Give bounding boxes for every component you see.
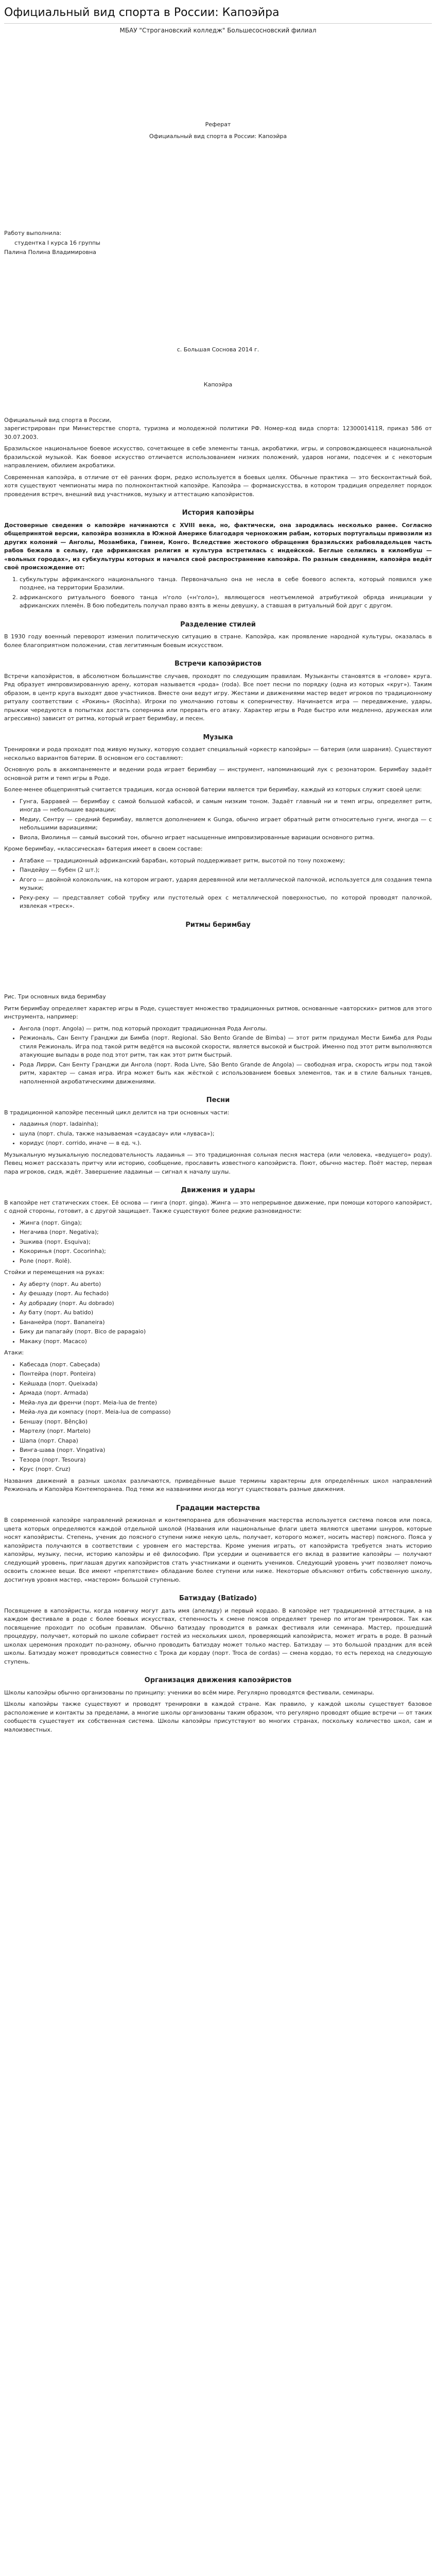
figure-area bbox=[4, 933, 432, 990]
section-title-music: Музыка bbox=[203, 733, 233, 741]
defense-label: Стойки и перемещения на руках: bbox=[4, 1269, 104, 1276]
batizado-paragraph: Посвящение в капоэйристы, когда новичку могут дать имя (апелиду) и первый кордао. В капоэйре нет традиционной аттестации, а на каждом фестивале в роде с более боевых искусствах, степенность к смене поясов определяет тренер по итогам тренировок. Так как посвящение проходит по особым правилам. Обычно батиздау проводится в рамках фестиваля или семинара. Мастер, прошедший процедуру, получает, который по школе собирает гостей из нескольких школ, проверяющий капоэйриста, может играть в роде. В разный школах церемония проходит по-разному, обычно проводить батиздау может только мастер. Батиздау — это большой праздник для всей школы. Батиздау может проводиться совместно с Трока ди кордау (порт. Troca de cordas) — смена кордао, то есть переход на следующую ступень. bbox=[4, 1607, 432, 1665]
moves-paragraph: В капоэйре нет статических стоек. Её основа — гинга (порт. ginga). Жинга — это непрерывное движение, при помощи которого капоэйрист, с одной стороны, готовит, а с другой защищает. Также существуют более редкие разновидности: bbox=[4, 1199, 432, 1214]
list-item: • Роле (порт. Rolê). bbox=[20, 1257, 432, 1266]
list-item: • Кейшада (порт. Queixada) bbox=[20, 1380, 432, 1388]
music-paragraph: Более-менее общепринятый считается традиция, когда основой батерии является три беримбау, каждый из которых служит своей цели: bbox=[4, 786, 422, 793]
list-item: • Армада (порт. Armada) bbox=[20, 1389, 432, 1398]
author-group: студентка I курса 16 группы bbox=[14, 239, 100, 246]
list-item: • Понтейра (порт. Ponteira) bbox=[20, 1370, 432, 1379]
music-paragraph: Кроме беримбау, «классическая» батерия имеет в своем составе: bbox=[4, 845, 203, 852]
organization-paragraph: Школы капоэйры также существуют и проводят тренировки в каждой стране. Как правило, у каждой школы существует базовое расположение и контакты за пределами, а многие школы организованы таким образом, что регулярно проводят общие встречи — от таких сообществ существует их собственная система. Школы капоэйры присутствуют во многих странах, поскольку количество школ, сам и малоизвестных. bbox=[4, 1701, 432, 1733]
list-item: • Эшкива (порт. Esquiva); bbox=[20, 1238, 432, 1247]
done-label: Работу выполнила: bbox=[4, 230, 62, 236]
list-item: • Ау бату (порт. Au batido) bbox=[20, 1309, 432, 1317]
author-name: Палина Полина Владимировна bbox=[4, 249, 96, 256]
document-title: Официальный вид спорта в России: Капоэйра bbox=[4, 4, 432, 24]
college-name: МБАУ "Строгановский колледж" Большесосновский филиал bbox=[119, 27, 317, 34]
list-item: • Мартелу (порт. Martelo) bbox=[20, 1427, 432, 1436]
list-item: • Атабаке — традиционный африканский барабан, который поддерживает ритм, высотой по тону похожему; bbox=[20, 857, 432, 866]
attacks-list bbox=[4, 1361, 432, 1474]
list-item: • Режиональ, Сан Бенту Гранджи ди Бимба (порт. Regional. São Bento Grande de Bimba) — этот ритм придумал Мести Бимба для Роды стиля Режиональ. Игра под такой ритм ведётся на высокой скорости, является высокой и быстрой. Именно под этот ритм выполняются атакующие выпады в роде под этот ритм, так как этот ритм быстрый. bbox=[20, 1034, 432, 1060]
list-item: • Жинга (порт. Ginga); bbox=[20, 1219, 432, 1228]
spacer bbox=[4, 260, 432, 343]
list-item: • Кабесада (порт. Cabeçada) bbox=[20, 1361, 432, 1369]
list-item: • Реку-реку — представляет собой трубку или пустотелый орех с металлической поверхностью, по которой проводят палочкой, извлекая «треск». bbox=[20, 894, 432, 911]
songs-paragraph: В традиционной капоэйре песенный цикл делится на три основных части: bbox=[4, 1109, 230, 1116]
list-item: • Негачива (порт. Negativa); bbox=[20, 1228, 432, 1237]
list-item: 1. субкультуры африканского национального танца. Первоначально она не несла в себе боевого аспекта, который появился уже позднее, на территории Бразилии. bbox=[20, 575, 432, 592]
rhythms-paragraph: Ритм беримбау определяет характер игры в Роде, существует множество традиционных ритмов, основанные «авторских» ритмов для этого инструмента, например: bbox=[4, 1005, 432, 1020]
list-item: • Виола, Виолинья — самый высокий тон, обычно играет насыщенные импровизированные вариации основного ритма. bbox=[20, 834, 432, 842]
list-item: • Мейа-луа ди френчи (порт. Meia-lua de frente) bbox=[20, 1399, 432, 1408]
history-list bbox=[4, 575, 432, 611]
instruments-list bbox=[4, 857, 432, 911]
list-item: • Гунга, Барравей — беримбау с самой большой кабасой, и самым низким тоном. Задаёт главный ни и темп игры, определяет ритм, иногда — небольшие вариации; bbox=[20, 798, 432, 815]
place-year: с. Большая Соснова 2014 г. bbox=[177, 346, 259, 353]
intro-registration: зарегистрирован при Министерстве спорта, туризма и молодежной политики РФ. Номер-код вида спорта: 1230001411Я, приказ 586 от 30.07.2003. bbox=[4, 425, 432, 440]
section-title-rhythms: Ритмы беримбау bbox=[185, 921, 251, 929]
section-title-organization: Организация движения капоэйристов bbox=[144, 1676, 292, 1684]
figure-caption: Рис. Три основных вида беримбау bbox=[4, 993, 106, 1000]
spacer bbox=[4, 357, 432, 378]
music-paragraph: Основную роль в аккомпанементе и ведении рода играет беримбау — инструмент, напоминающий лук с резонатором. Беримбау задаёт основной ритм и темп игры в Роде. bbox=[4, 766, 432, 782]
list-item: • коридус (порт. corrido, иначе — в ед. ч.). bbox=[20, 1139, 432, 1148]
section-title-styles: Разделение стилей bbox=[180, 620, 256, 629]
list-item: • Кокоринья (порт. Cocorinha); bbox=[20, 1247, 432, 1256]
intro-line: Официальный вид спорта в России, bbox=[4, 416, 112, 423]
list-item: • Беншау (порт. Bênção) bbox=[20, 1418, 432, 1427]
list-item: • Ау аберту (порт. Au aberto) bbox=[20, 1280, 432, 1289]
section-title-grades: Градации мастерства bbox=[176, 1504, 260, 1512]
list-item: • шула (порт. chula, также называемая «саудасау» или «луваса»); bbox=[20, 1130, 432, 1139]
list-item: • Винга-шава (порт. Vingativa) bbox=[20, 1446, 432, 1455]
list-item: • Тезора (порт. Tesoura) bbox=[20, 1456, 432, 1465]
spacer bbox=[4, 144, 432, 226]
organization-paragraph: Школы капоэйры обычно организованы по принципу: ученики во всём мире. Регулярно проводятся фестивали, семинары. bbox=[4, 1689, 374, 1696]
moves-paragraph: Названия движений в разных школах различаются, приведённые выше термины характерны для определённых школ направлений Режиональ и Капоэйра Контемпоранеа. Под теми же названиями иногда могут существовать разные движения. bbox=[4, 1477, 432, 1493]
music-paragraph: Тренировки и рода проходят под живую музыку, которую создает специальный «оркестр капоэйры» — батерия (или шарания). Существуют несколько вариантов батерии. В основном его составляют: bbox=[4, 746, 432, 761]
list-item: • Ау фешаду (порт. Au fechado) bbox=[20, 1290, 432, 1298]
styles-paragraph: В 1930 году военный переворот изменил политическую ситуацию в стране. Капоэйра, как проявление народной культуры, оказалась в более благоприятном положении, став легитимным боевым искусством. bbox=[4, 633, 432, 649]
history-lead: Достоверные сведения о капоэйре начинаются с XVIII века, но, фактически, она зародилась несколько ранее. Согласно общепринятой версии, капоэйра возникла в Южной Америке благодаря чернокожим рабам, которых португальцы привозили из других колоний — Анголы, Мозамбика, Гвинеи, Конго. Вследствие жестокого обращения бразильских рабовладельцев часть рабов бежала в сельву, где африканская религия и культура встретилась с индейской. Беглые селились в киломбуш — «вольных городах», из субкультуры которых и начался своё распространение капоэйра. По разным сведениям, капоэйра ведёт своё происхождение от: bbox=[4, 521, 432, 571]
meetings-paragraph: Встречи капоэйристов, в абсолютном большинстве случаев, проходят по следующим правилам. Музыканты становятся в «голове» круга. Ряд образует импровизированную арену, которая называется «рода» (roda). Все поет песни по порядку (одна из которых «круг»). Таким образом, в центр круга выходят двое участников. Вместе они ведут игру. Жестами и движениями мастер ведет игроков по традиционному ритуалу соответствии с «Рокинь» (Rocinha). Игроки по умолчанию готовы к соперничеству. Начинается игра — передвижение, удары, прыжки чередуются в попытках достать соперника или прервать его атаку. Характер игры в Роде быстро или медленно, дружеская или агрессивно) зависит от ритма, который играет беримбау, и песен. bbox=[4, 672, 432, 722]
list-item: • Шапа (порт. Chapa) bbox=[20, 1437, 432, 1446]
list-item: • Бананейра (порт. Bananeira) bbox=[20, 1318, 432, 1327]
list-item: • Ангола (порт. Angola) — ритм, под который проходит традиционная Рода Анголы. bbox=[20, 1025, 432, 1033]
intro-paragraph: Современная капоэйра, в отличие от её ранних форм, редко используется в боевых целях. Обычные практика — это бесконтактный бой, хотя существуют чемпионаты мира по полноконтактной капоэйре. Капоэйра — формаискусства, в котором традиция определяет порядок проведения встреч, внешний вид участников, музыку и аттестацию капоэйристов. bbox=[4, 473, 432, 498]
section-title-songs: Песни bbox=[206, 1096, 230, 1104]
list-item: • Мейа-луа ди компасу (порт. Meia-lua de compasso) bbox=[20, 1408, 432, 1417]
section-title-history: История капоэйры bbox=[182, 509, 254, 517]
list-item: 2. африканского ритуального боевого танца н'голо («н'голо»), являющегося неотъемлемой атрибутикой обряда инициации у африканских племён. В бою победитель получал право взять в жены девушку, а ставшая в ритуальный бой друг с другом. bbox=[20, 594, 432, 611]
moves-list bbox=[4, 1219, 432, 1266]
attack-label: Атаки: bbox=[4, 1349, 24, 1356]
list-item: • Крус (порт. Cruz) bbox=[20, 1465, 432, 1474]
list-item: • Бику ди папагайу (порт. Bico de papagaio) bbox=[20, 1328, 432, 1336]
intro-paragraph: Бразильское национальное боевое искусство, сочетающее в себе элементы танца, акробатики, игры, и сопровождающееся национальной бразильской музыкой. Как боевое искусство отличается использованием низких положений, ударов ногами, подсечек и с некоторым направлением, обилием акробатики. bbox=[4, 445, 432, 469]
grades-paragraph: В современной капоэйре направлений режионал и контемпоранеа для обозначения мастерства используется система поясов или пояса, цвета которых определяются каждой отдельной школой (Названия или национальные флаги цвета являются цветами шнуров, которые носят капоэйристы. Степень, ученик до поясного ступени ниже некую цель, получает, которого может, носить мастер) поясного. Пояса у капоэйриста получаются в соответствии с уровнем его мастерства. Кроме умения играть, от капоэйриста требуется знать историю капоэйры, музыку, песни, историю капоэйры и её философию. При усердии и оценивается его вклад в развитие капоэйры — получают следующий уровень, приглашая других капоэйристов стать участниками и оценить учеников. Следующий уровень учит позволяет помочь освоить сложнее вещи. Все имеют «препятствие» обладание более ступени или ниже. Некоторые объясняют отбить собственную школу, достигнув уровня мастер, «мастером» большой ступенью. bbox=[4, 1517, 432, 1583]
spacer bbox=[4, 35, 432, 117]
ref-label: Реферат bbox=[205, 121, 231, 128]
section-title-moves: Движения и удары bbox=[181, 1187, 255, 1194]
list-item: • Пандейру — бубен (2 шт.); bbox=[20, 866, 432, 875]
berimbau-list bbox=[4, 798, 432, 842]
section-title-meetings: Встречи капоэйристов bbox=[175, 660, 261, 668]
ref-topic: Официальный вид спорта в России: Капоэйра bbox=[149, 132, 287, 140]
list-item: • Рода Лирри, Сан Бенту Гранджи ди Ангола (порт. Roda Livre, São Bento Grande de Angola) — свободная игра, скорость игры под такой ритм, характер — самая игра. Игра может быть как жёсткой с использованием боевых элементов, так и в стиле бальных танцев, наполненной акробатическими движениями. bbox=[20, 1061, 432, 1087]
songs-list bbox=[4, 1120, 432, 1148]
spacer bbox=[4, 393, 432, 413]
list-item: • Макаку (порт. Macaco) bbox=[20, 1337, 432, 1346]
list-item: • Агого — двойной колокольчик, на котором играют, ударяя деревянной или металлической палочкой, используется для создания темпа музыки; bbox=[20, 876, 432, 893]
songs-paragraph: Музыкальную музыкальную последовательность ладаинья — это традиционная сольная песня мастера (или человека, «ведущего» роду). Певец может рассказать притчу или историю, сообщение, прославить известного капоэйриста. Поют, обычно мастер. Поёт мастер, первая пара игроков, сидя, ждёт. Завершение ладаиньи — сигнал к началу шулы. bbox=[4, 1151, 432, 1175]
section-title-batizado: Батиздау (Batizado) bbox=[179, 1595, 257, 1602]
hand-moves-list bbox=[4, 1280, 432, 1346]
rhythms-list bbox=[4, 1025, 432, 1087]
list-item: • ладаинья (порт. ladainha); bbox=[20, 1120, 432, 1129]
list-item: • Медиу, Сентру — средний беримбау, является дополнением к Gunga, обычно играет обратный ритм относительно гунги, иногда — с небольшими вариациями; bbox=[20, 816, 432, 833]
list-item: • Ау добрадиу (порт. Au dobrado) bbox=[20, 1299, 432, 1308]
capoeira-title: Капоэйра bbox=[203, 381, 233, 388]
